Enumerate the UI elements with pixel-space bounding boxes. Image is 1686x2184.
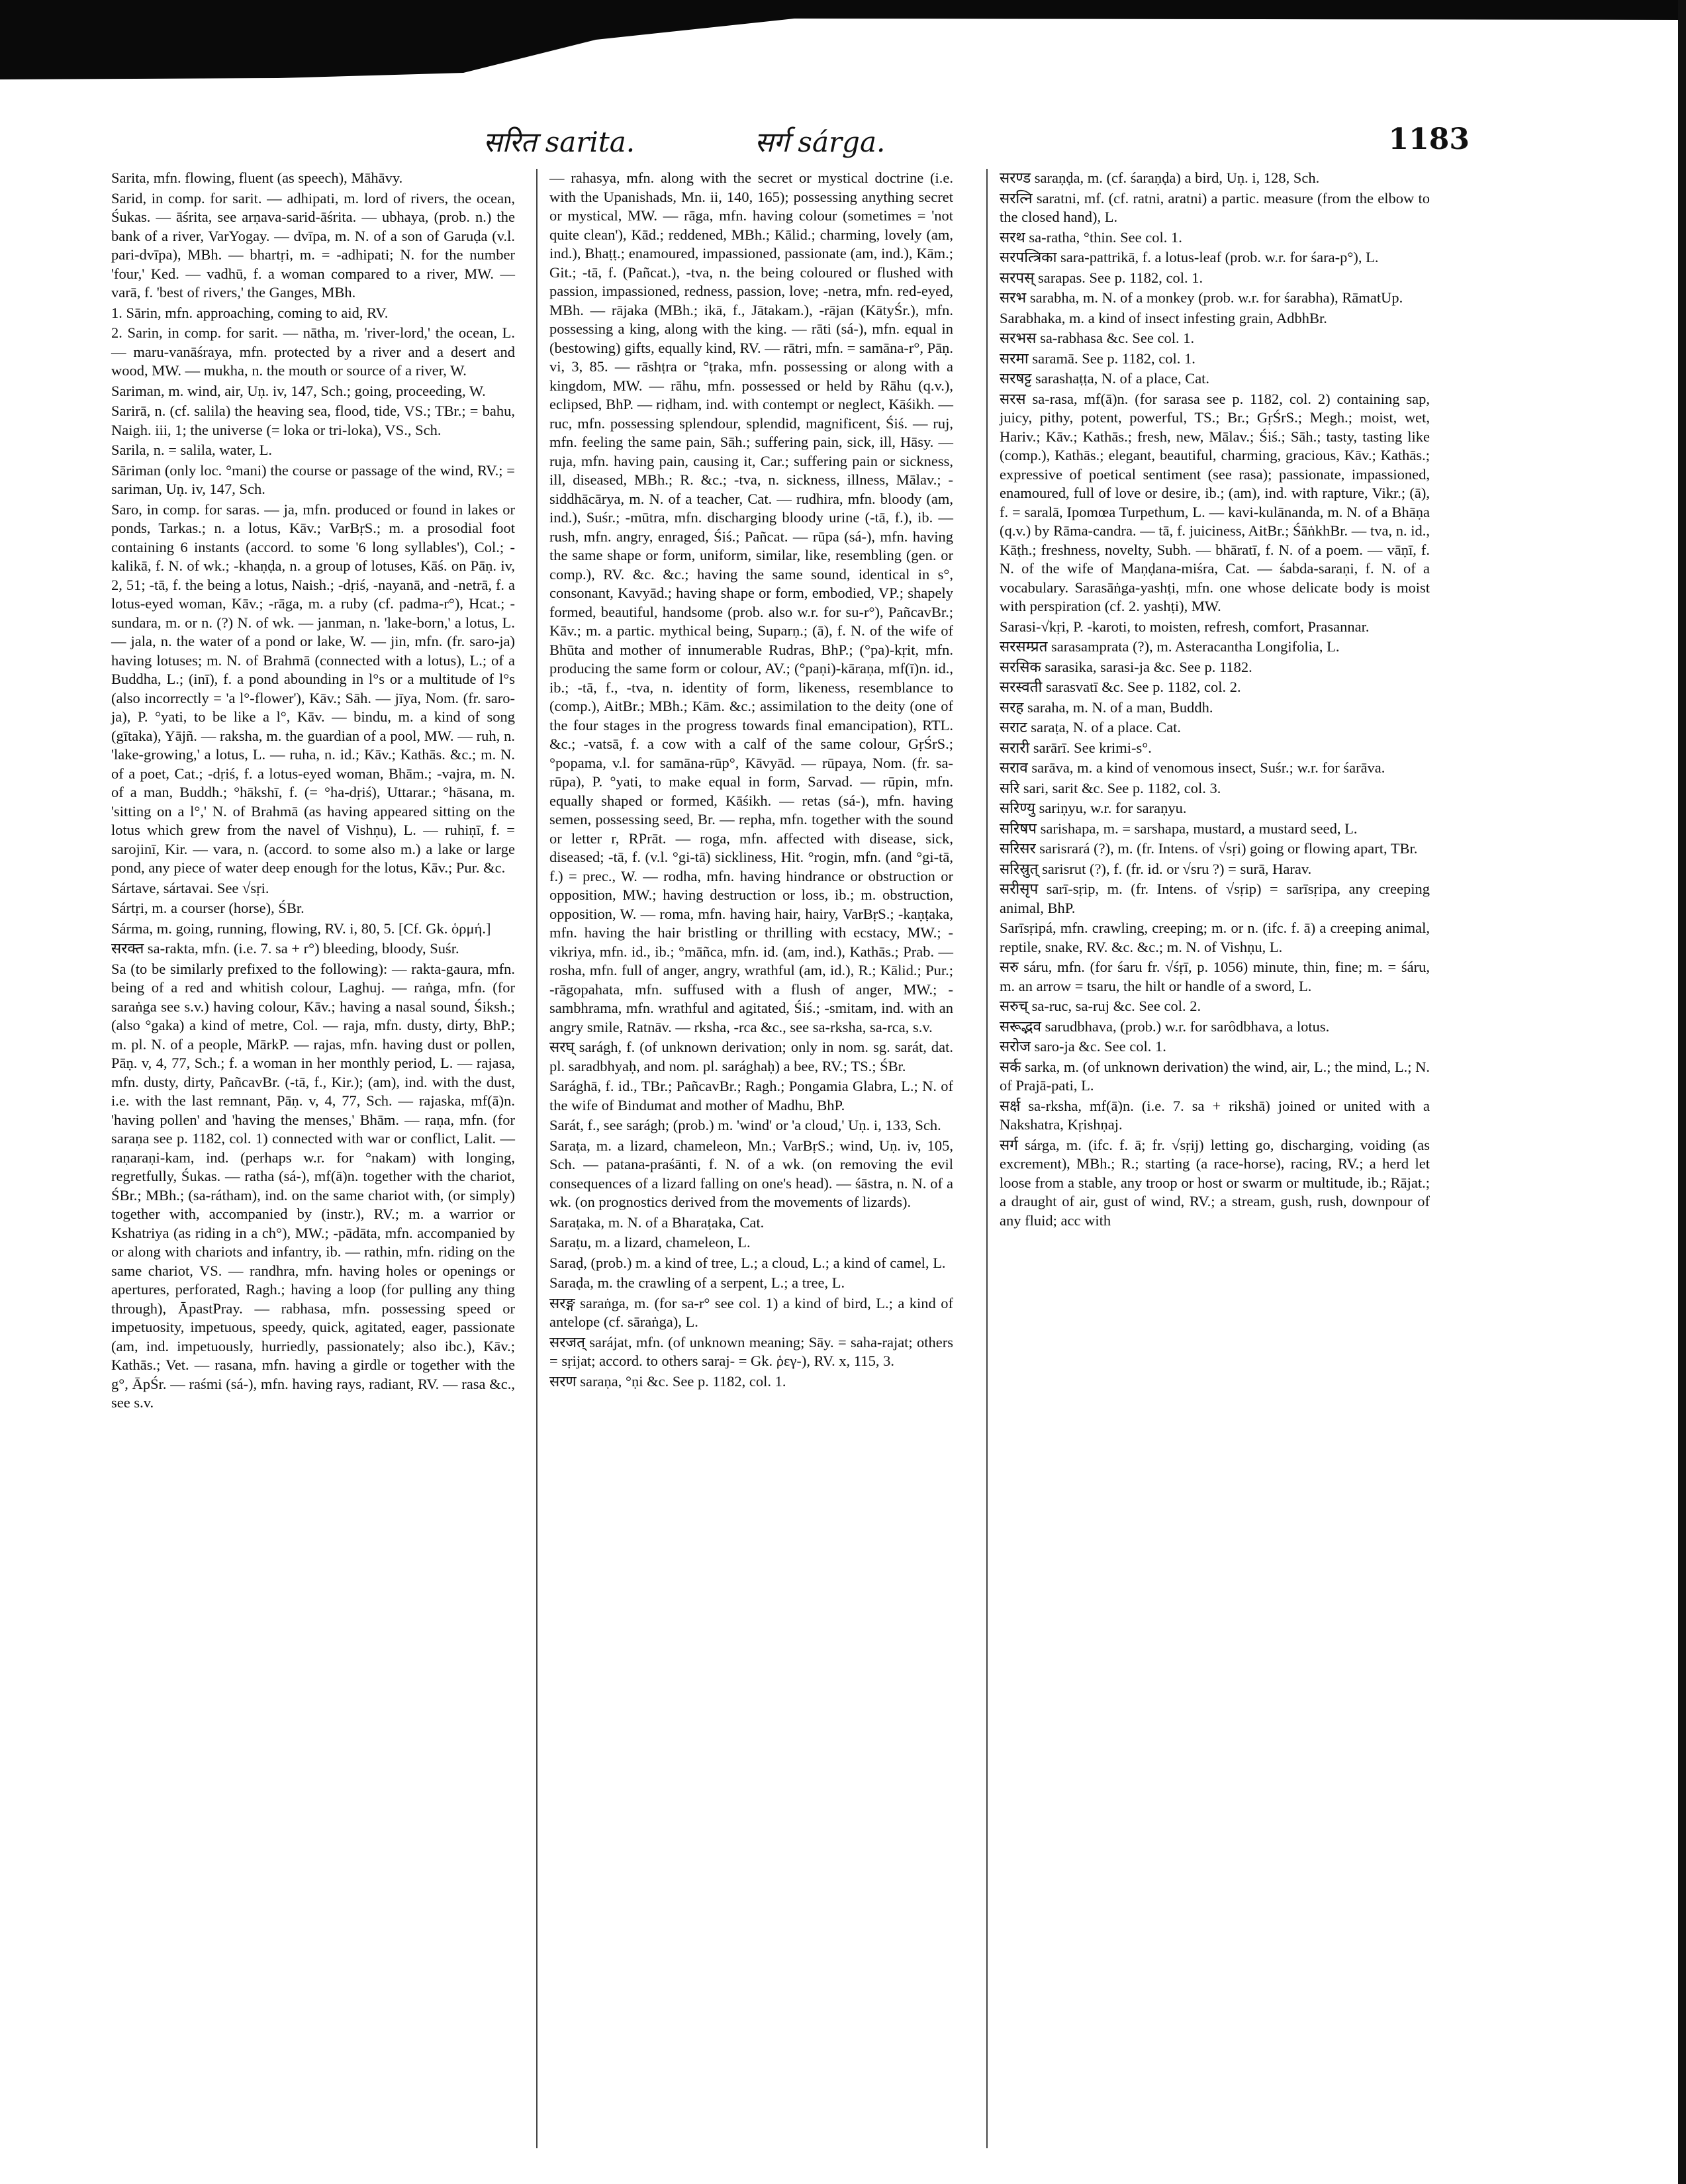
dictionary-entry: Saraṭu, m. a lizard, chameleon, L. bbox=[549, 1234, 751, 1251]
dictionary-entry: Saraṭaka, m. N. of a Bharaṭaka, Cat. bbox=[549, 1213, 765, 1231]
dictionary-entry: Sarita, mfn. flowing, fluent (as speech), Māhāvy. bbox=[111, 169, 403, 186]
dictionary-entry: 2. Sarin, in comp. for sarit. — nātha, m. 'river-lord,' the ocean, L. — maru-vanāśraya, mfn. protected by a river and a desert and wood, MW. — mukha, n. the mouth or source of a river, W. bbox=[111, 324, 515, 379]
scan-right-edge bbox=[1678, 0, 1686, 2184]
dictionary-entry: Saro, in comp. for saras. — ja, mfn. produced or found in lakes or ponds, Tarkas.; n. a lotus, Kāv.; VarBṛS.; m. a prosodial foot containing 6 instants (accord. to some '6 long syllables'), Col.; -kalikā, f. N. of wk.; -khaṇḍa, n. a group of lotuses, Kāś. on Pāṇ. iv, 2, 51; -tā, f. the being a lotus, Naish.; -dṛiś, -nayanā, and -netrā, f. a lotus-eyed woman, Kāv.; -rāga, m. a ruby (cf. padma-r°), Hcat.; -sundara, m. or n. (?) N. of wk. — janman, n. 'lake-born,' a lotus, L. — jala, n. the water of a pond or lake, W. — jin, mfn. (fr. saro-ja) having lotuses; m. N. of Brahmā (connected with a lotus), L.; of a Buddha, L.; (inī), f. a pond abounding in l°s or a multitude of l°s (also incorrectly = 'a l°-flower'), Kāv.; Sāh. — jīya, Nom. (fr. saro-ja), P. °yati, to be like a l°, Kāv. — bindu, m. a kind of song (gītaka), Yājñ. — raksha, m. the guardian of a pool, MW. — ruh, n. 'lake-growing,' a lotus, L. — ruha, n. id.; Kāv.; Kathās. &c.; m. N. of a poet, Cat.; -dṛiś, f. a lotus-eyed woman, Bhām.; -vajra, m. N. of a man, Buddh.; °hākshī, f. (= °ha-dṛiś), Uttarar.; °hāsana, m. 'sitting on a l°,' N. of Brahmā (as having appeared sitting on the lotus which grew from the navel of Vishṇu), L. — ruhiṇī, f. = sarojinī, Kir. — vara, n. (accord. to some also m.) a lake or large pond, any piece of water deep enough for the lotus, Kāv.; Pur. &c. bbox=[111, 500, 515, 876]
dictionary-entry: सरिसर sarisrará (?), m. (fr. Intens. of √sṛi) going or flowing apart, TBr. bbox=[1000, 840, 1418, 857]
dictionary-entry: Sāriman (only loc. °mani) the course or passage of the wind, RV.; = sariman, Uṇ. iv, 147, Sch. bbox=[111, 461, 515, 497]
dictionary-entry: Sarila, n. = salila, water, L. bbox=[111, 442, 272, 458]
dictionary-entry: Sarīsṛipá, mfn. crawling, creeping; m. or n. (ifc. f. ā) a creeping animal, reptile, snake, RV. &c. &c.; m. N. of Vishṇu, L. bbox=[1000, 920, 1430, 955]
dictionary-column-2 bbox=[549, 169, 953, 1392]
dictionary-entry: Sarid, in comp. for sarit. — adhipati, m. lord of rivers, the ocean, Śukas. — āśrita, see arṇava-sarid-āśrita. — ubhaya, (prob. n.) the bank of a river, VarYogay. — dvīpa, m. N. of a son of Garuḍa (v.l. pari-dvīpa), MBh. — bhartṛi, m. = -adhipati; N. for the number 'four,' Ked. — vadhū, f. a woman compared to a river, MW. — varā, f. 'best of rivers,' the Ganges, MBh. bbox=[111, 189, 515, 301]
dictionary-entry: 1. Sārin, mfn. approaching, coming to aid, RV. bbox=[111, 304, 389, 321]
header-left-guideword: सरित sarita. bbox=[483, 126, 635, 158]
dictionary-entry: सरङ्ग saraṅga, m. (for sa-r° see col. 1) a kind of bird, L.; a kind of antelope (cf. sāraṅga), L. bbox=[549, 1294, 953, 1330]
dictionary-entry: सरूद्भव sarudbhava, (prob.) w.r. for sarôdbhava, a lotus. bbox=[1000, 1018, 1330, 1035]
dictionary-entry: सरस sa-rasa, mf(ā)n. (for sarasa see p. 1182, col. 2) containing sap, juicy, pithy, potent, powerful, TS.; Br.; GṛŚrS.; Megh.; moist, wet, Hariv.; Kāv.; Kathās.; fresh, new, Mālav.; Śiś.; Sāh.; tasty, tasting like (comp.), Kathās.; elegant, beautiful, charming, gracious, Kāv.; Kathās.; expressive of poetical sentiment (see rasa); passionate, impassioned, enamoured, full of love or desire, ib.; (am), ind. with rapture, Vikr.; (ā), f. = saralā, Ipomœa Turpethum, L. — kavi-kulānanda, m. N. of a Bhāṇa (q.v.) by Rāma-candra. — tā, f. juiciness, AitBr.; ŚāṅkhBr. — tva, n. id., Kāṭh.; freshness, novelty, Subh. — bhāratī, f. N. of a poem. — vāṇī, f. N. of the wife of Maṇḍana-miśra, Cat. — śabda-saraṇi, f. N. of a vocabulary. Sarasāṅga-yashṭi, mfn. one whose delicate body is moist with perspiration (cf. 2. yashṭi), MW. bbox=[1000, 390, 1430, 614]
dictionary-entry: सरपस् sarapas. See p. 1182, col. 1. bbox=[1000, 269, 1203, 286]
dictionary-entry: सरु sáru, mfn. (for śaru fr. √śṛī, p. 1056) minute, thin, fine; m. = śáru, m. an arrow = tsaru, the hilt or handle of a sword, L. bbox=[1000, 959, 1430, 994]
page-header bbox=[93, 116, 1470, 162]
dictionary-entry: सरजत् sarájat, mfn. (of unknown meaning; Sāy. = saha-rajat; others = sṛijat; accord. to others saraj- = Gk. ῥεγ-), RV. x, 115, 3. bbox=[549, 1333, 953, 1369]
dictionary-entry: Sariman, m. wind, air, Uṇ. iv, 147, Sch.; going, proceeding, W. bbox=[111, 382, 486, 399]
dictionary-column-3 bbox=[1000, 169, 1430, 1231]
dictionary-entry: सरह saraha, m. N. of a man, Buddh. bbox=[1000, 698, 1213, 716]
dictionary-entry: सरि sari, sarit &c. See p. 1182, col. 3. bbox=[1000, 779, 1221, 796]
dictionary-entry: सरक्त sa-rakta, mfn. (i.e. 7. sa + r°) bleeding, bloody, Suśr. bbox=[111, 940, 459, 957]
page-number: 1183 bbox=[1388, 122, 1470, 156]
column-divider bbox=[536, 169, 538, 2148]
dictionary-entry: Sarasi-√kṛi, P. -karoti, to moisten, refresh, comfort, Prasannar. bbox=[1000, 618, 1370, 635]
dictionary-entry: सरिषप sarishapa, m. = sarshapa, mustard, a mustard seed, L. bbox=[1000, 820, 1358, 837]
dictionary-entry: Sarághā, f. id., TBr.; PañcavBr.; Ragh.; Pongamia Glabra, L.; N. of the wife of Bindumat and mother of Madhu, BhP. bbox=[549, 1078, 953, 1114]
dictionary-entry: Sarabhaka, m. a kind of insect infesting grain, AdbhBr. bbox=[1000, 309, 1327, 326]
dictionary-entry: सरण्ड saraṇḍa, m. (cf. śaraṇḍa) a bird, Uṇ. i, 128, Sch. bbox=[1000, 169, 1320, 186]
scan-shadow-bar bbox=[0, 0, 1686, 99]
dictionary-entry: Saraḍ, (prob.) m. a kind of tree, L.; a cloud, L.; a kind of camel, L. bbox=[549, 1254, 946, 1271]
dictionary-entry: सरभ sarabha, m. N. of a monkey (prob. w.r. for śarabha), RāmatUp. bbox=[1000, 289, 1403, 306]
dictionary-entry: सरिण्यु sariṇyu, w.r. for saraṇyu. bbox=[1000, 800, 1187, 816]
dictionary-entry: सरभस sa-rabhasa &c. See col. 1. bbox=[1000, 330, 1195, 346]
dictionary-entry: सराट saraṭa, N. of a place. Cat. bbox=[1000, 719, 1181, 736]
dictionary-entry: सर्ग sárga, m. (ifc. f. ā; fr. √sṛij) letting go, discharging, voiding (as excrement), MBh.; R.; starting (a race-horse), racing, RV.; a herd let loose from a stable, any troop or host or swarm or multitude, ib.; Rājat.; a draught of air, gust of wind, RV.; a stream, gush, rush, downpour of any fluid; acc with bbox=[1000, 1136, 1430, 1229]
dictionary-entry: सर्क sarka, m. (of unknown derivation) the wind, air, L.; the mind, L.; N. of Prajā-pati, L. bbox=[1000, 1058, 1430, 1094]
dictionary-entry: Sarirā, n. (cf. salila) the heaving sea, flood, tide, VS.; TBr.; = bahu, Naigh. iii, 1; the universe (= loka or tri-loka), VS., Sch. bbox=[111, 403, 515, 438]
dictionary-entry: Sarát, f., see sarágh; (prob.) m. 'wind' or 'a cloud,' Uṇ. i, 133, Sch. bbox=[549, 1117, 941, 1133]
dictionary-entry: Sártṛi, m. a courser (horse), ŚBr. bbox=[111, 900, 304, 916]
dictionary-entry: सरसम्प्रत sarasamprata (?), m. Asteracantha Longifolia, L. bbox=[1000, 638, 1340, 655]
dictionary-entry: सरीसृप sarī-sṛip, m. (fr. Intens. of √sṛip) = sarīsṛipa, any creeping animal, BhP. bbox=[1000, 880, 1430, 916]
dictionary-entry: सरपत्त्रिका sara-pattrikā, f. a lotus-leaf (prob. w.r. for śara-p°), L. bbox=[1000, 249, 1379, 265]
dictionary-entry: सरारी sarārī. See krimi-s°. bbox=[1000, 739, 1152, 756]
dictionary-entry: सरथ sa-ratha, °thin. See col. 1. bbox=[1000, 228, 1182, 246]
dictionary-entry: सरिस्रुत् sarisrut (?), f. (fr. id. or √sru ?) = surā, Harav. bbox=[1000, 860, 1312, 877]
dictionary-entry: सरमा saramā. See p. 1182, col. 1. bbox=[1000, 350, 1195, 367]
dictionary-entry: Saraḍa, m. the crawling of a serpent, L.; a tree, L. bbox=[549, 1274, 845, 1291]
dictionary-column-1 bbox=[111, 169, 515, 1414]
dictionary-entry: सरत्नि saratni, mf. (cf. ratni, aratni) a partic. measure (from the elbow to the closed hand), L. bbox=[1000, 189, 1430, 225]
dictionary-entry: Sárma, m. going, running, flowing, RV. i, 80, 5. [Cf. Gk. ὁρμή.] bbox=[111, 920, 491, 937]
dictionary-entry: Sártave, sártavai. See √sṛi. bbox=[111, 879, 269, 896]
dictionary-entry: सर्क्ष sa-rksha, mf(ā)n. (i.e. 7. sa + rikshā) joined or united with a Nakshatra, Kṛishṇaj. bbox=[1000, 1097, 1430, 1133]
dictionary-entry: सरुच् sa-ruc, sa-ruj &c. See col. 2. bbox=[1000, 998, 1201, 1014]
dictionary-entry: — rahasya, mfn. along with the secret or mystical doctrine (i.e. with the Upanishads, Mn. ii, 140, 165); possessing anything secret or mystical, MW. — rāga, mfn. having colour (sometimes = 'not quite clean'), Kād.; reddened, MBh.; Kālid.; charming, lovely (am, ind.), Bhaṭṭ.; enamoured, impassioned, passionate (am, ind.), Kām.; Git.; -tā, f. (Pañcat.), -tva, n. the being coloured or flushed with passion, impassioned, redness, passion, love; -netra, mfn. red-eyed, MBh. — rājaka (MBh.; ikā, f., Jātakam.), -rājan (KātyŚr.), mfn. possessing a king, along with the king. — rāti (sá-), mfn. equal in (bestowing) gifts, equally kind, RV. — rātri, mfn. = samāna-r°, Pāṇ. vi, 3, 85. — rāshṭra or °ṭraka, mfn. possessing or along with a kingdom, MW. — rāhu, mfn. possessed or held by Rāhu (q.v.), eclipsed, BhP. — riḍham, ind. with contempt or neglect, Kāśikh. — ruc, mfn. possessing splendour, splendid, magnificent, Śiś. — ruj, mfn. feeling the same pain, Sāh.; suffering pain, sick, ill, Hāsy. — ruja, mfn. having pain, causing it, Car.; suffering pain or sickness, ill, diseased, MBh.; R. &c.; -tva, n. sickness, illness, Mālav.; -siddhācārya, m. N. of a teacher, Cat. — rudhira, mfn. bloody (am, ind.), Suśr.; -mūtra, mfn. discharging bloody urine (-tā, f.), ib. — rush, mfn. angry, enraged, Śiś.; Pañcat. — rūpa (sá-), mfn. having the same shape or form, uniform, similar, like, resembling (gen. or comp.), RV. &c. &c.; having the same sound, identical in s°, consonant, Kavyād.; having shape or form, embodied, VP.; shapely formed, beautiful, handsome (prob. also w.r. for su-r°), PañcavBr.; Kāv.; m. a partic. mythical being, Suparṇ.; (ā), f. N. of the wife of Bhūta and mother of innumerable Rudras, BhP.; (°pa)-kṛit, mfn. producing the same form or colour, AV.; (°paṇi)-kāraṇa, mf(ī)n. id., ib.; -tā, f., -tva, n. identity of form, likeness, resemblance to (comp.), AitBr.; MBh.; Kām. &c.; assimilation to the deity (one of the four stages in the progress towards final emancipation), RTL. &c.; -vatsā, f. a cow with a calf of the same colour, GṛŚrS.; °popama, v.l. for samāna-rūp°, Kāvyād. — rūpaya, Nom. (fr. sa-rūpa), P. °yati, to make equal in form, Sarvad. — rūpin, mfn. equally shaped or formed, Kāśikh. — retas (sá-), mfn. having semen, possessing seed, Br. — repha, mfn. together with the sound or letter r, RPrāt. — roga, mfn. affected with disease, sick, diseased; -tā, f. (v.l. °gi-tā) sickliness, Hit. °rogin, mfn. (and °gi-tā, f.) = prec., W. — rodha, mfn. having hindrance or obstruction or opposition, MW.; having destruction or loss, ib.; m. obstruction, opposition, W. — roma, mfn. having hair, hairy, VarBṛS.; -kaṇṭaka, mfn. having the hair bristling or thrilling with ecstacy, MW.; -vikriya, mfn. id., ib.; °māñca, mfn. id. (am, ind.), Kathās.; Prab. — rosha, mfn. full of anger, angry, wrathful (am, id.), R.; Kālid.; Pur.; -rāgopahata, mfn. suffused with a flush of anger, MW.; -sambhrama, mfn. wrathful and agitated, Śiś.; -smitam, ind. with an angry smile, Ratnāv. — rksha, -rca &c., see sa-rksha, sa-rca, s.v. bbox=[549, 169, 953, 1035]
column-divider bbox=[986, 169, 988, 2148]
dictionary-entry: सरोज saro-ja &c. See col. 1. bbox=[1000, 1038, 1166, 1055]
dictionary-entry: सरषट्ट sarashaṭṭa, N. of a place, Cat. bbox=[1000, 370, 1210, 387]
dictionary-entry: सरसिक sarasika, sarasi-ja &c. See p. 1182. bbox=[1000, 658, 1252, 675]
dictionary-entry: सराव sarāva, m. a kind of venomous insect, Suśr.; w.r. for śarāva. bbox=[1000, 759, 1385, 776]
dictionary-entry: सरस्वती sarasvatī &c. See p. 1182, col. 2. bbox=[1000, 679, 1241, 695]
dictionary-entry: Sa (to be similarly prefixed to the following): — rakta-gaura, mfn. being of a red and whitish colour, Laghuj. — raṅga, mfn. (for saraṅga see s.v.) having colour, Kāv.; having a nasal sound, Śiksh.; (also °gaka) a kind of metre, Col. — raja, mfn. dusty, dirty, BhP.; m. pl. N. of a people, MārkP. — rajas, mfn. having dust or pollen, Pāṇ. v, 4, 77, Sch.; f. a woman in her monthly period, L. — rajasa, mfn. dusty, dirty, PañcavBr. (-tā, f., Kir.); (am), ind. with the dust, i.e. with the last remnant, Pāṇ. v, 4, 77, Sch. — rajaska, mf(ā)n. 'having pollen' and 'having the menses,' Bhām. — raṇa, mfn. (for saraṇa see p. 1182, col. 1) connected with war or conflict, Lalit. — raṇaraṇi-kam, ind. (perhaps w.r. for °nakam) with longing, regretfully, Śukas. — ratha (sá-), mf(ā)n. together with the chariot, ŚBr.; MBh.; (sa-rátham), ind. on the same chariot with, (or simply) together with, accompanied by (instr.), RV.; m. a warrior or Kshatriya (as riding in a ch°), MW.; -pādāta, mfn. accompanied by or along with chariots and infantry, ib. — rathin, mfn. riding on the same chariot, VS. — randhra, mfn. having holes or openings or apertures, perforated, Ragh.; having a loop (for pulling any thing through), ĀpastPray. — rabhasa, mfn. possessing speed or impetuosity, impetuous, speedy, quick, agitated, eager, passionate (am, ind. impetuously, hurriedly, passionately; also ibc.), Kāv.; Kathās.; Vet. — rasana, mfn. having a girdle or together with the g°, ĀpŚr. — raśmi (sá-), mfn. having rays, radiant, RV. — rasa &c., see s.v. bbox=[111, 960, 515, 1411]
dictionary-entry: Saraṭa, m. a lizard, chameleon, Mn.; VarBṛS.; wind, Uṇ. iv, 105, Sch. — patana-praśānti, f. N. of a wk. (on removing the evil consequences of a lizard falling on one's head). — śāstra, n. N. of a wk. (on prognostics derived from the movements of lizards). bbox=[549, 1137, 953, 1210]
dictionary-entry: सरघ् sarágh, f. (of unknown derivation; only in nom. sg. sarát, dat. pl. saradbhyaḥ, and nom. pl. sarághaḥ) a bee, RV.; TS.; ŚBr. bbox=[549, 1039, 953, 1074]
header-center-guideword: सर्ग sárga. bbox=[755, 126, 886, 158]
dictionary-entry: सरण saraṇa, °ṇi &c. See p. 1182, col. 1. bbox=[549, 1372, 786, 1390]
